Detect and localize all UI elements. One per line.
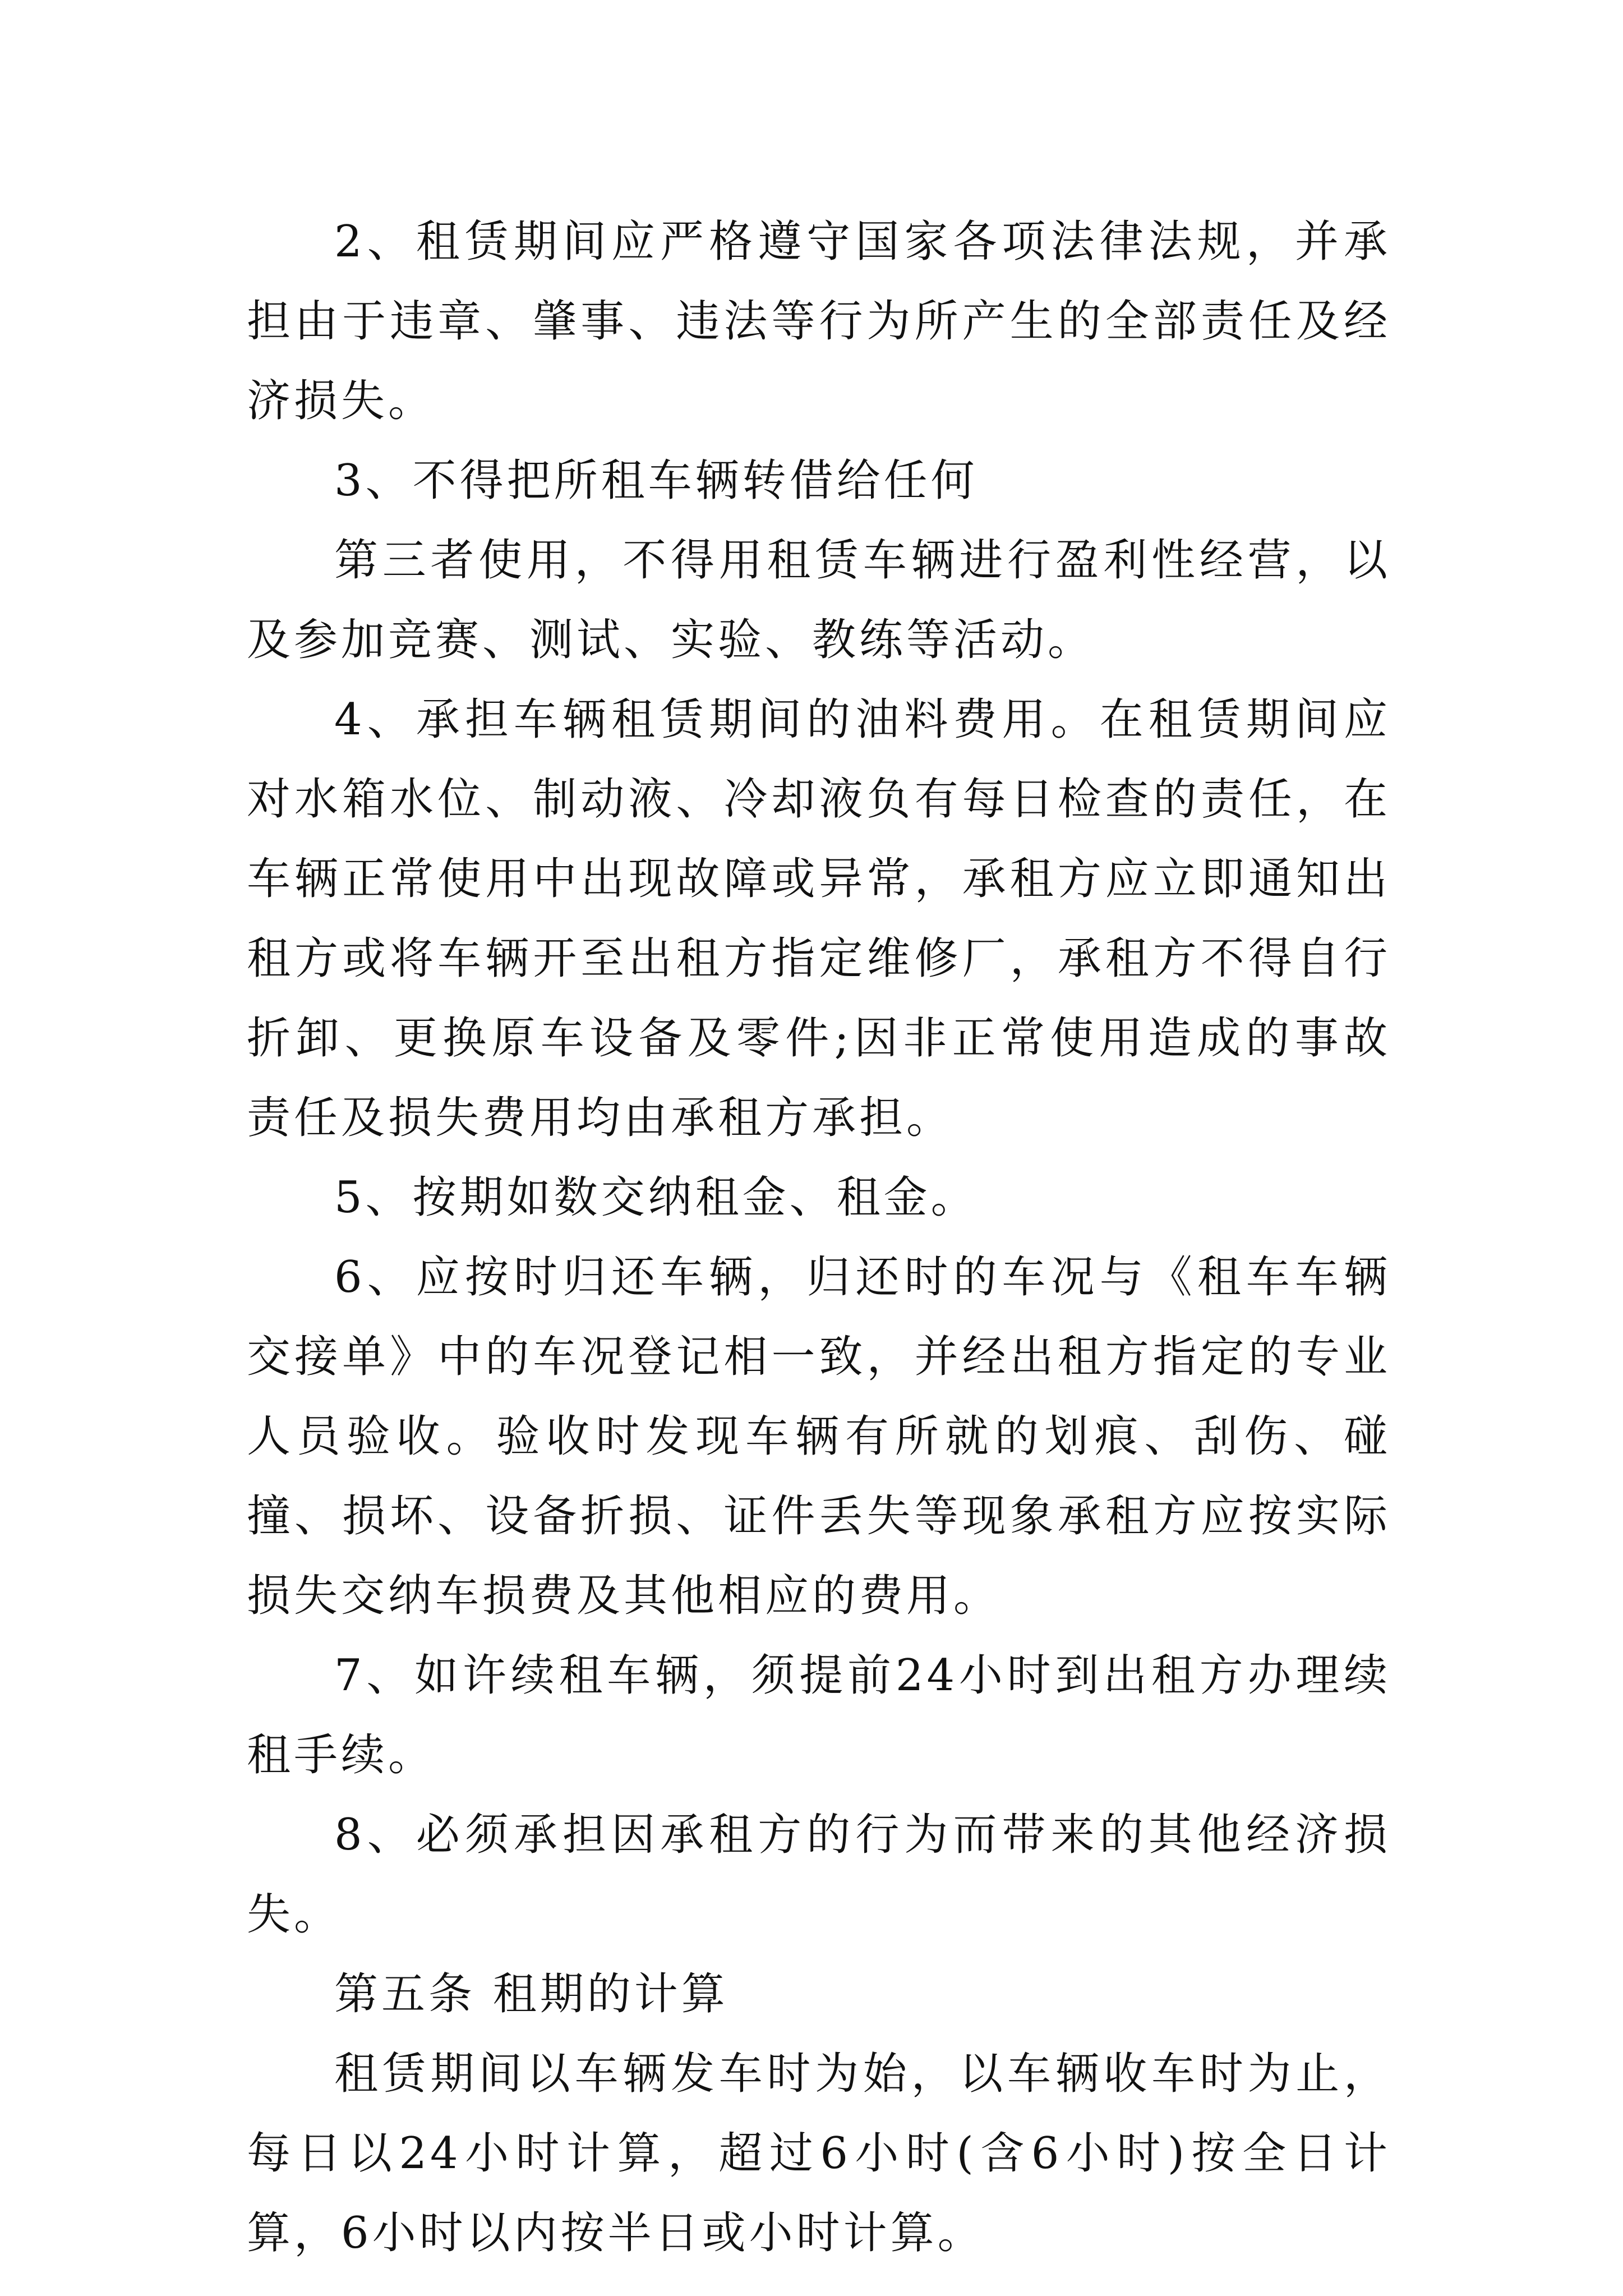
paragraph-clause-2: 2、租赁期间应严格遵守国家各项法律法规，并承担由于违章、肇事、违法等行为所产生的全部责任及经济损失。	[247, 217, 1391, 426]
document-body	[247, 202, 1391, 2273]
paragraph-clause-3: 3、不得把所租车辆转借给任何	[334, 455, 978, 506]
section-heading-article-5: 第五条 租期的计算	[334, 1969, 728, 2019]
paragraph-clause-5: 5、按期如数交纳租金、租金。	[334, 1172, 978, 1223]
paragraph-clause-7: 7、如许续租车辆，须提前24小时到出租方办理续租手续。	[247, 1650, 1391, 1780]
paragraph-clause-3-continued: 第三者使用，不得用租赁车辆进行盈利性经营，以及参加竞赛、测试、实验、教练等活动。	[247, 535, 1391, 665]
paragraph-lease-term-calculation: 租赁期间以车辆发车时为始，以车辆收车时为止，每日以24小时计算，超过6小时(含6小时)按全日计算，6小时以内按半日或小时计算。	[247, 2049, 1391, 2258]
paragraph-clause-6: 6、应按时归还车辆，归还时的车况与《租车车辆交接单》中的车况登记相一致，并经出租方指定的专业人员验收。验收时发现车辆有所就的划痕、刮伤、碰撞、损坏、设备折损、证件丢失等现象承租方应按实际损失交纳车损费及其他相应的费用。	[247, 1252, 1391, 1621]
paragraph-clause-8: 8、必须承担因承租方的行为而带来的其他经济损失。	[247, 1810, 1391, 1940]
paragraph-clause-4: 4、承担车辆租赁期间的油料费用。在租赁期间应对水箱水位、制动液、冷却液负有每日检查的责任，在车辆正常使用中出现故障或异常，承租方应立即通知出租方或将车辆开至出租方指定维修厂，承租方不得自行折卸、更换原车设备及零件;因非正常使用造成的事故责任及损失费用均由承租方承担。	[247, 694, 1391, 1143]
